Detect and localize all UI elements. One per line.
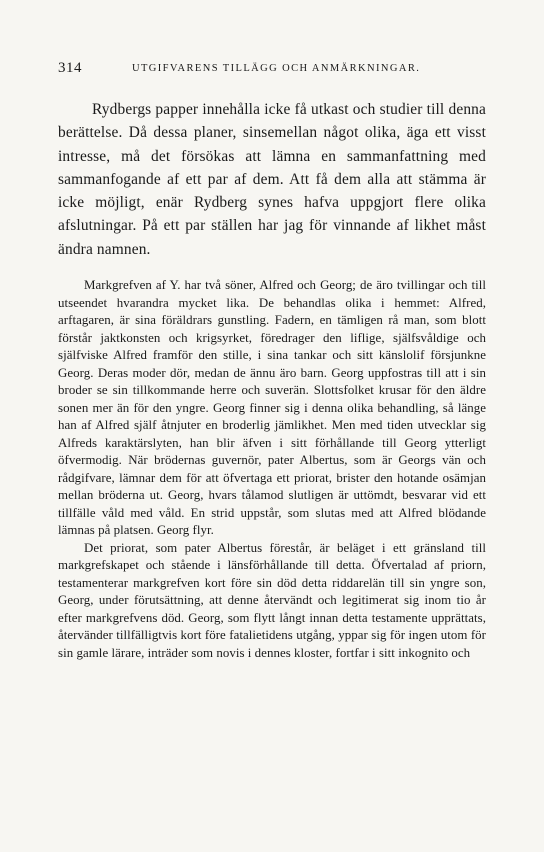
book-page (58, 60, 486, 662)
running-head (58, 60, 486, 82)
running-head-title: UTGIFVARENS TILLÄGG OCH ANMÄRKNINGAR. (132, 63, 421, 74)
page-number: 314 (58, 60, 82, 76)
summary-paragraph-1: Markgrefven af Y. har två söner, Alfred och Georg; de äro tvillingar och till utseendet hvarandra mycket lika. De behandlas olika i hemmet: Alfred, arftagaren, är sina föräldrars gunstling. Fadern, en tämligen rå man, som blott förstår jaktkonsten och krigsyrket, föredrager den liflige, själfsvåldige och själfviske Alfred framför den stille, i sina tankar och sitt känslolif försjunkne Georg. Deras moder dör, medan de ännu äro barn. Georg uppfostras till att i sin broder se sin tillkommande herre och suverän. Slottsfolket krusar för den äldre sonen mer än för den yngre. Georg finner sig i denna olika behandling, så länge han af Alfred själf åtnjuter en broderlig jämlikhet. Men med tiden utvecklar sig Alfreds karaktärslyten, han blir äfven i sitt förhållande till Georg ytterligt öfvermodig. När brödernas guvernör, pater Albertus, som är Georgs vän och rådgifvare, lämnar dem för att öfvertaga ett priorat, brister den hotande osämjan mellan bröderna ut. Georg, hvars tålamod slutligen är uttömdt, besvarar vid ett tillfälle våld med våld. En strid uppstår, som slutas med att Alfred blödande lämnas på platsen. Georg flyr. (58, 278, 486, 538)
plot-summary (58, 277, 486, 662)
intro-paragraph: Rydbergs papper innehålla icke få utkast och studier till denna berättelse. Då dessa planer, sinsemellan något olika, äga ett visst intresse, må det försökas att lämna en sammanfattning med sammanfogande af ett par af dem. Att få dem alla att stämma är icke möjligt, enär Rydberg synes hafva uppgjort flere olika afslutningar. På ett par ställen har jag för vinnande af likhet måst ändra namnen. (58, 101, 486, 258)
summary-paragraph-2: Det priorat, som pater Albertus förestår, är beläget i ett gränsland till markgrefskapet och stående i länsförhållande till detta. Öfvertalad af priorn, testamenterar markgrefven kort före sin död detta riddarelän till sin yngre son, Georg, under förutsättning, att denne återvändt och legitimerat sig inom tio år efter markgrefvens död. Georg, som flytt långt innan detta testamente upprättats, återvänder tillfälligtvis kort före fatalietidens utgång, yppar sig för ingen utom för sin gamle lärare, inträder som novis i dennes kloster, fortfar i sitt inkognito och (58, 540, 486, 660)
